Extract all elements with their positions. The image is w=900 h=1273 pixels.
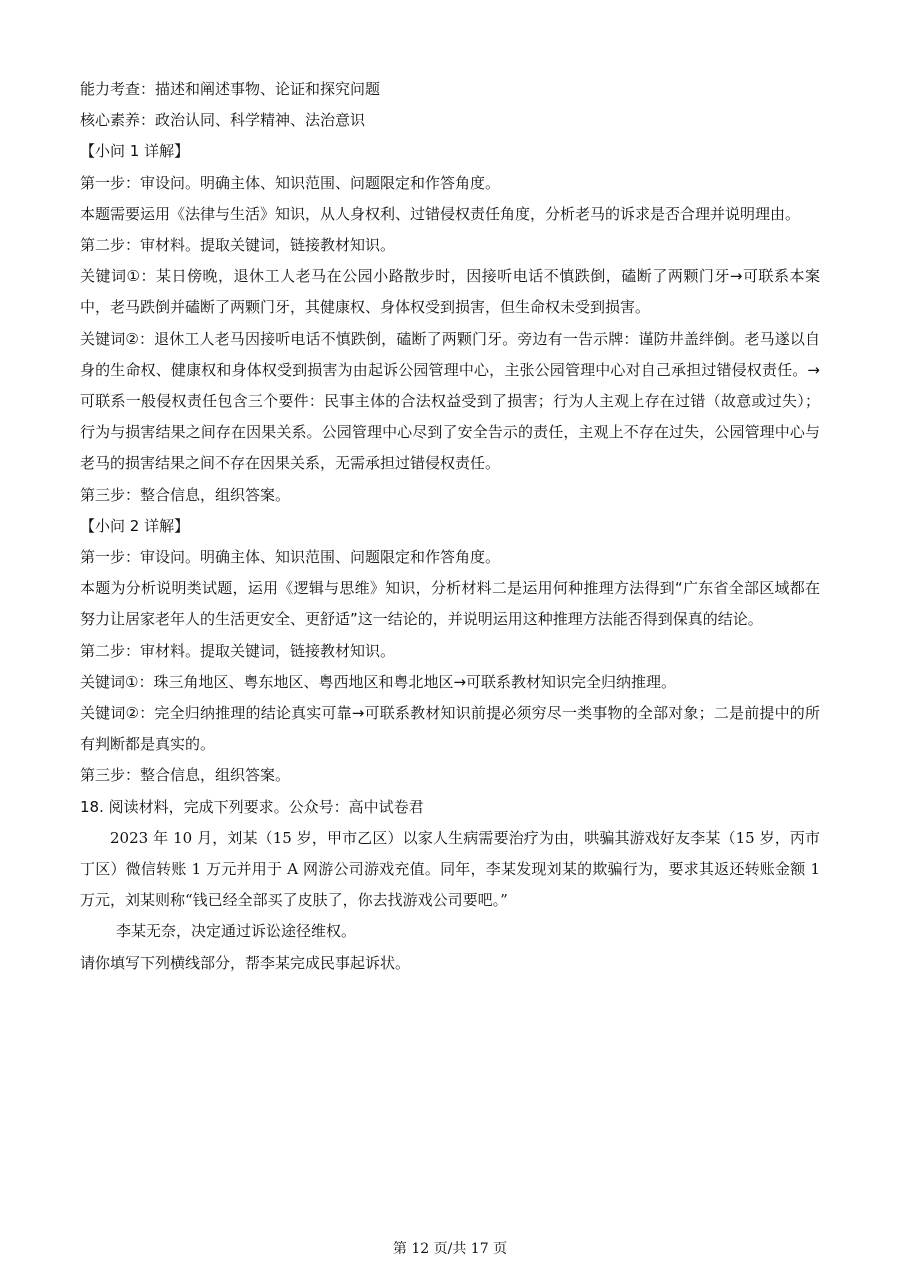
q1-step1: 第一步：审设问。明确主体、知识范围、问题限定和作答角度。 <box>80 173 501 192</box>
q2-step1: 第一步：审设问。明确主体、知识范围、问题限定和作答角度。 <box>80 548 501 567</box>
q2-step2: 第二步：审材料。提取关键词，链接教材知识。 <box>80 641 396 660</box>
literacy-line: 核心素养：政治认同、科学精神、法治意识 <box>80 111 366 130</box>
page-footer: 第 12 页/共 17 页 <box>392 1241 508 1257</box>
q2-step1-detail: 本题为分析说明类试题，运用《逻辑与思维》知识，分析材料二是运用何种推理方法得到“广东省全部区域都在努力让居家老年人的生活更安全、更舒适”这一结论的，并说明运用这种推理方法能否得到保真的结论。 <box>80 579 820 629</box>
question-18-material-2: 李某无奈，决定通过诉讼途径维权。 <box>116 922 357 941</box>
question-18-material: 2023 年 10 月，刘某（15 岁，甲市乙区）以家人生病需要治疗为由，哄骗其游戏好友李某（15 岁，丙市丁区）微信转账 1 万元并用于 A 网游公司游戏充值。同年，李某发现刘某的欺骗行为，要求其返还转账金额 1 万元，刘某则称“钱已经全部买了皮肤了，你去找游戏公司要吧。” <box>80 828 820 910</box>
q2-step3: 第三步：整合信息，组织答案。 <box>80 766 291 785</box>
q1-step3: 第三步：整合信息，组织答案。 <box>80 485 291 504</box>
question-18-task: 请你填写下列横线部分，帮李某完成民事起诉状。 <box>80 953 411 972</box>
q1-step1-detail: 本题需要运用《法律与生活》知识，从人身权利、过错侵权责任角度，分析老马的诉求是否合理并说明理由。 <box>80 204 801 223</box>
q2-keyword1: 关键词①：珠三角地区、粤东地区、粤西地区和粤北地区→可联系教材知识完全归纳推理。 <box>80 672 677 691</box>
q1-step2: 第二步：审材料。提取关键词，链接教材知识。 <box>80 236 396 255</box>
q2-header: 【小问 2 详解】 <box>80 516 190 535</box>
q1-header: 【小问 1 详解】 <box>80 142 190 161</box>
document-body <box>80 74 820 979</box>
q1-keyword2: 关键词②：退休工人老马因接听电话不慎跌倒，磕断了两颗门牙。旁边有一告示牌：谨防井盖绊倒。老马遂以自身的生命权、健康权和身体权受到损害为由起诉公园管理中心，主张公园管理中心对自己承担过错侵权责任。→可联系一般侵权责任包含三个要件：民事主体的合法权益受到了损害；行为人主观上存在过错（故意或过失）；行为与损害结果之间存在因果关系。公园管理中心尽到了安全告示的责任，主观上不存在过失，公园管理中心与老马的损害结果之间不存在因果关系，无需承担过错侵权责任。 <box>80 329 820 473</box>
ability-line: 能力考查：描述和阐述事物、论证和探究问题 <box>80 80 381 98</box>
q2-keyword2: 关键词②：完全归纳推理的结论真实可靠→可联系教材知识前提必须穷尽一类事物的全部对象；二是前提中的所有判断都是真实的。 <box>80 704 820 754</box>
question-18-title: 18. 阅读材料，完成下列要求。公众号：高中试卷君 <box>80 797 424 816</box>
q1-keyword1: 关键词①：某日傍晚，退休工人老马在公园小路散步时，因接听电话不慎跌倒，磕断了两颗门牙→可联系本案中，老马跌倒并磕断了两颗门牙，其健康权、身体权受到损害，但生命权未受到损害。 <box>80 267 820 317</box>
